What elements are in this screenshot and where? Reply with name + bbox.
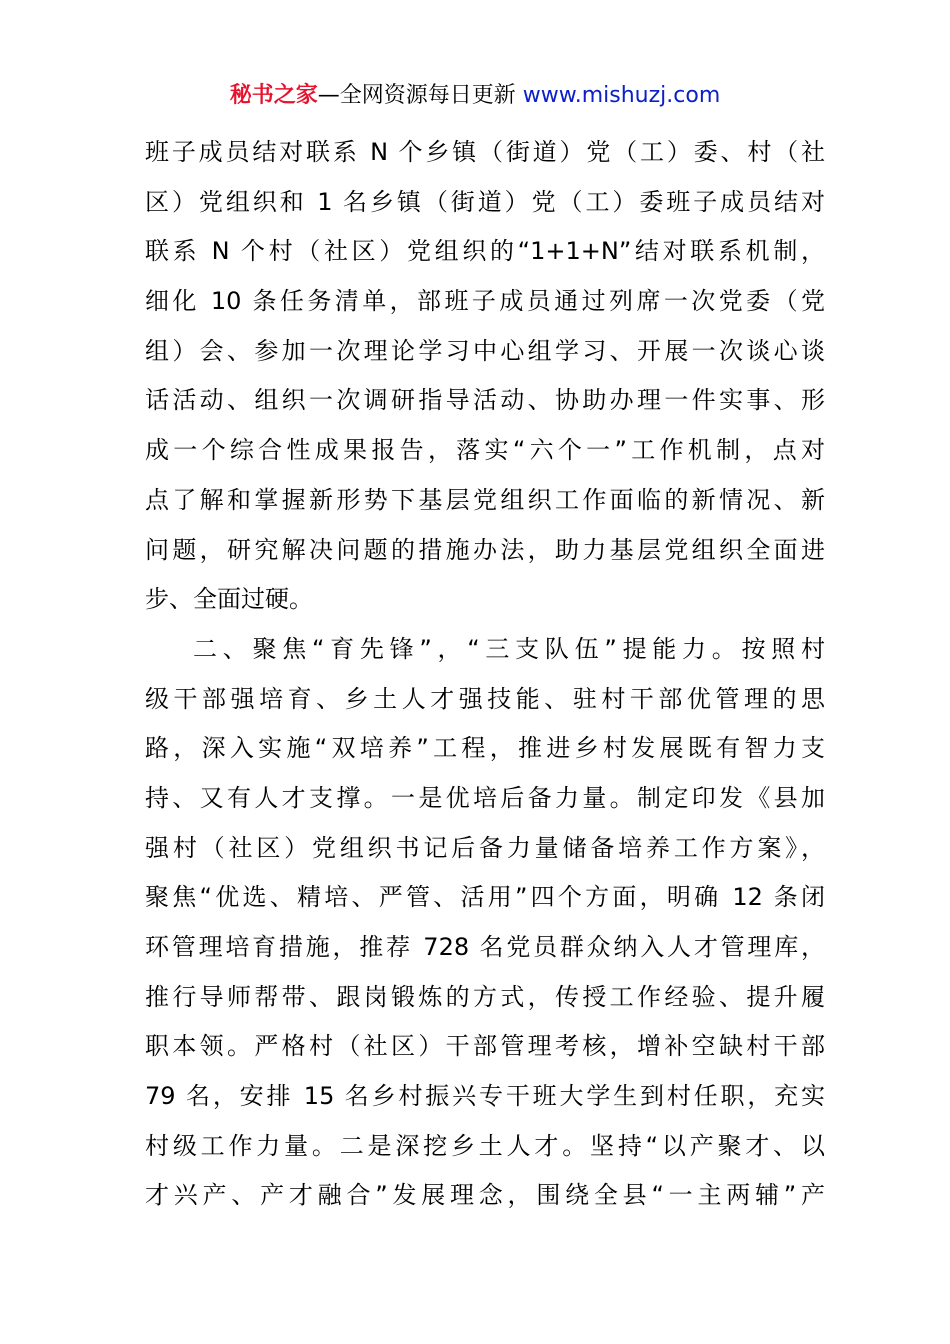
text-line: 点了解和掌握新形势下基层党组织工作面临的新情况、新 xyxy=(145,485,825,514)
text-line: 组）会、参加一次理论学习中心组学习、开展一次谈心谈 xyxy=(145,336,825,365)
text-line: 村级工作力量。二是深挖乡土人才。坚持“以产聚才、以 xyxy=(145,1131,825,1160)
paragraph-1 xyxy=(145,128,825,625)
text-line: 区）党组织和 1 名乡镇（街道）党（工）委班子成员结对 xyxy=(145,187,825,216)
header-url[interactable]: www.mishuzj.com xyxy=(522,83,721,108)
text-line: 级干部强培育、乡土人才强技能、驻村干部优管理的思 xyxy=(145,684,825,713)
text-line: 联系 N 个村（社区）党组织的“1+1+N”结对联系机制， xyxy=(145,237,825,266)
text-line: 职本领。严格村（社区）干部管理考核，增补空缺村干部 xyxy=(145,1032,825,1061)
header-brand: 秘书之家 xyxy=(229,83,318,108)
text-line: 聚焦“优选、精培、严管、活用”四个方面，明确 12 条闭 xyxy=(145,883,825,912)
text-line: 细化 10 条任务清单，部班子成员通过列席一次党委（党 xyxy=(145,287,825,316)
document-body xyxy=(145,128,825,1221)
text-line: 持、又有人才支撑。一是优培后备力量。制定印发《县加 xyxy=(145,783,825,812)
text-line: 强村（社区）党组织书记后备力量储备培养工作方案》， xyxy=(145,833,825,862)
text-line: 79 名，安排 15 名乡村振兴专干班大学生到村任职，充实 xyxy=(145,1082,825,1111)
text-line: 话活动、组织一次调研指导活动、协助办理一件实事、形 xyxy=(145,386,825,415)
text-line: 推行导师帮带、跟岗锻炼的方式，传授工作经验、提升履 xyxy=(145,982,825,1011)
text-line: 班子成员结对联系 N 个乡镇（街道）党（工）委、村（社 xyxy=(145,138,825,166)
text-line: 路，深入实施“双培养”工程，推进乡村发展既有智力支 xyxy=(145,734,825,763)
text-line: 成一个综合性成果报告，落实“六个一”工作机制，点对 xyxy=(145,436,825,465)
text-line: 二、聚焦“育先锋”，“三支队伍”提能力。按照村 xyxy=(193,634,825,663)
text-line: 步、全面过硬。 xyxy=(145,585,313,614)
text-line: 才兴产、产才融合”发展理念，围绕全县“一主两辅”产 xyxy=(145,1181,825,1210)
header-tagline: —全网资源每日更新 xyxy=(317,83,516,108)
paragraph-2 xyxy=(145,625,825,1221)
page-header xyxy=(0,78,950,114)
text-line: 环管理培育措施，推荐 728 名党员群众纳入人才管理库， xyxy=(145,933,825,961)
text-line: 问题，研究解决问题的措施办法，助力基层党组织全面进 xyxy=(145,535,825,564)
